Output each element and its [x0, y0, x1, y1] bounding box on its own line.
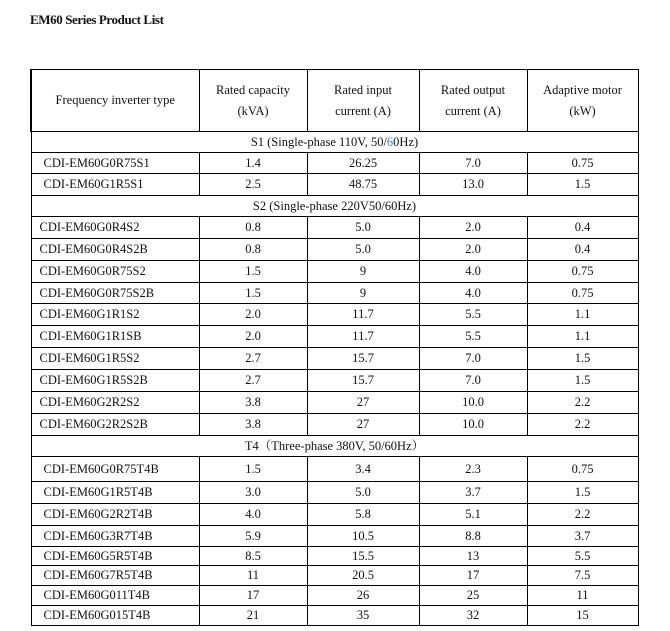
cell-input: 48.75	[307, 174, 419, 196]
cell-model: CDI-EM60G1R1SB	[31, 326, 199, 348]
table-row	[31, 547, 638, 566]
cell-output: 13.0	[419, 174, 527, 196]
header-capacity: Rated capacity (kVA)	[199, 70, 307, 132]
cell-model: CDI-EM60G1R5S2B	[31, 370, 199, 392]
cell-capacity: 2.0	[199, 326, 307, 348]
table-row	[31, 482, 638, 504]
cell-motor: 1.5	[527, 482, 638, 504]
table-row	[31, 283, 638, 304]
page-title: EM60 Series Product List	[30, 12, 164, 27]
table-row	[31, 261, 638, 283]
cell-output: 25	[419, 586, 527, 606]
cell-model: CDI-EM60G7R5T4B	[31, 566, 199, 586]
cell-output: 13	[419, 547, 527, 566]
cell-capacity: 21	[199, 606, 307, 626]
cell-input: 15.5	[307, 547, 419, 566]
cell-input: 5.8	[307, 504, 419, 526]
cell-motor: 2.2	[527, 414, 638, 436]
product-table	[30, 69, 639, 626]
cell-capacity: 4.0	[199, 504, 307, 526]
header-type: Frequency inverter type	[31, 70, 199, 132]
cell-motor: 1.5	[527, 370, 638, 392]
table-row	[31, 174, 638, 196]
table-row	[31, 566, 638, 586]
cell-model: CDI-EM60G0R75T4B	[31, 457, 199, 482]
cell-input: 26	[307, 586, 419, 606]
cell-motor: 0.75	[527, 153, 638, 174]
cell-capacity: 8.5	[199, 547, 307, 566]
cell-output: 17	[419, 566, 527, 586]
cell-motor: 15	[527, 606, 638, 626]
cell-model: CDI-EM60G1R5S2	[31, 348, 199, 370]
cell-output: 2.0	[419, 239, 527, 261]
table-row	[31, 304, 638, 326]
cell-capacity: 2.7	[199, 348, 307, 370]
cell-capacity: 3.0	[199, 482, 307, 504]
cell-motor: 1.5	[527, 348, 638, 370]
cell-model: CDI-EM60G2R2T4B	[31, 504, 199, 526]
table-row	[31, 414, 638, 436]
cell-model: CDI-EM60G2R2S2B	[31, 414, 199, 436]
cell-input: 35	[307, 606, 419, 626]
table-row	[31, 348, 638, 370]
cell-motor: 1.1	[527, 304, 638, 326]
table-row	[31, 586, 638, 606]
cell-motor: 2.2	[527, 504, 638, 526]
cell-model: CDI-EM60G1R5T4B	[31, 482, 199, 504]
cell-motor: 1.5	[527, 174, 638, 196]
cell-model: CDI-EM60G011T4B	[31, 586, 199, 606]
cell-model: CDI-EM60G0R75S2B	[31, 283, 199, 304]
table-row	[31, 504, 638, 526]
group-label: T4（Three-phase 380V, 50/60Hz）	[31, 436, 638, 457]
cell-input: 20.5	[307, 566, 419, 586]
table-row	[31, 457, 638, 482]
cell-capacity: 3.8	[199, 414, 307, 436]
cell-model: CDI-EM60G0R75S2	[31, 261, 199, 283]
cell-motor: 1.1	[527, 326, 638, 348]
header-motor: Adaptive motor (kW)	[527, 70, 638, 132]
cell-output: 5.1	[419, 504, 527, 526]
cell-output: 10.0	[419, 414, 527, 436]
cell-capacity: 17	[199, 586, 307, 606]
table-row	[31, 239, 638, 261]
cell-output: 7.0	[419, 153, 527, 174]
cell-capacity: 3.8	[199, 392, 307, 414]
table-row	[31, 326, 638, 348]
cell-input: 10.5	[307, 526, 419, 547]
cell-model: CDI-EM60G3R7T4B	[31, 526, 199, 547]
cell-model: CDI-EM60G0R4S2B	[31, 239, 199, 261]
cell-model: CDI-EM60G0R75S1	[31, 153, 199, 174]
cell-output: 7.0	[419, 348, 527, 370]
header-output: Rated output current (A)	[419, 70, 527, 132]
cell-capacity: 2.0	[199, 304, 307, 326]
cell-input: 5.0	[307, 482, 419, 504]
cell-input: 27	[307, 414, 419, 436]
cell-output: 5.5	[419, 326, 527, 348]
table-row	[31, 606, 638, 626]
table-header-row	[31, 70, 638, 132]
cell-motor: 2.2	[527, 392, 638, 414]
table-row	[31, 217, 638, 239]
cell-motor: 0.75	[527, 457, 638, 482]
cell-model: CDI-EM60G1R5S1	[31, 174, 199, 196]
cell-capacity: 1.5	[199, 457, 307, 482]
cell-capacity: 1.4	[199, 153, 307, 174]
cell-output: 2.0	[419, 217, 527, 239]
cell-output: 5.5	[419, 304, 527, 326]
cell-input: 9	[307, 283, 419, 304]
cell-motor: 5.5	[527, 547, 638, 566]
cell-model: CDI-EM60G2R2S2	[31, 392, 199, 414]
cell-output: 7.0	[419, 370, 527, 392]
cell-input: 5.0	[307, 217, 419, 239]
cell-motor: 11	[527, 586, 638, 606]
group-header-row	[31, 132, 638, 153]
cell-output: 3.7	[419, 482, 527, 504]
cell-input: 26.25	[307, 153, 419, 174]
cell-capacity: 5.9	[199, 526, 307, 547]
group-header-row	[31, 436, 638, 457]
cell-motor: 7.5	[527, 566, 638, 586]
cell-output: 10.0	[419, 392, 527, 414]
cell-input: 11.7	[307, 326, 419, 348]
cell-motor: 3.7	[527, 526, 638, 547]
cell-input: 11.7	[307, 304, 419, 326]
table-row	[31, 392, 638, 414]
cell-capacity: 1.5	[199, 283, 307, 304]
cell-capacity: 2.5	[199, 174, 307, 196]
cell-input: 15.7	[307, 370, 419, 392]
cell-input: 3.4	[307, 457, 419, 482]
cell-input: 15.7	[307, 348, 419, 370]
cell-input: 27	[307, 392, 419, 414]
cell-motor: 0.4	[527, 239, 638, 261]
cell-output: 4.0	[419, 283, 527, 304]
table-row	[31, 526, 638, 547]
cell-output: 4.0	[419, 261, 527, 283]
cell-capacity: 1.5	[199, 261, 307, 283]
cell-input: 5.0	[307, 239, 419, 261]
table-row	[31, 370, 638, 392]
cell-capacity: 11	[199, 566, 307, 586]
cell-motor: 0.75	[527, 283, 638, 304]
cell-output: 8.8	[419, 526, 527, 547]
group-label: S2 (Single-phase 220V50/60Hz)	[31, 196, 638, 217]
cell-output: 2.3	[419, 457, 527, 482]
group-header-row	[31, 196, 638, 217]
cell-capacity: 2.7	[199, 370, 307, 392]
table-row	[31, 153, 638, 174]
cell-model: CDI-EM60G1R1S2	[31, 304, 199, 326]
group-label: S1 (Single-phase 110V, 50/60Hz)	[31, 132, 638, 153]
header-input: Rated input current (A)	[307, 70, 419, 132]
cell-capacity: 0.8	[199, 217, 307, 239]
cell-motor: 0.4	[527, 217, 638, 239]
cell-capacity: 0.8	[199, 239, 307, 261]
cell-motor: 0.75	[527, 261, 638, 283]
cell-input: 9	[307, 261, 419, 283]
cell-model: CDI-EM60G5R5T4B	[31, 547, 199, 566]
cell-model: CDI-EM60G015T4B	[31, 606, 199, 626]
cell-output: 32	[419, 606, 527, 626]
cell-model: CDI-EM60G0R4S2	[31, 217, 199, 239]
